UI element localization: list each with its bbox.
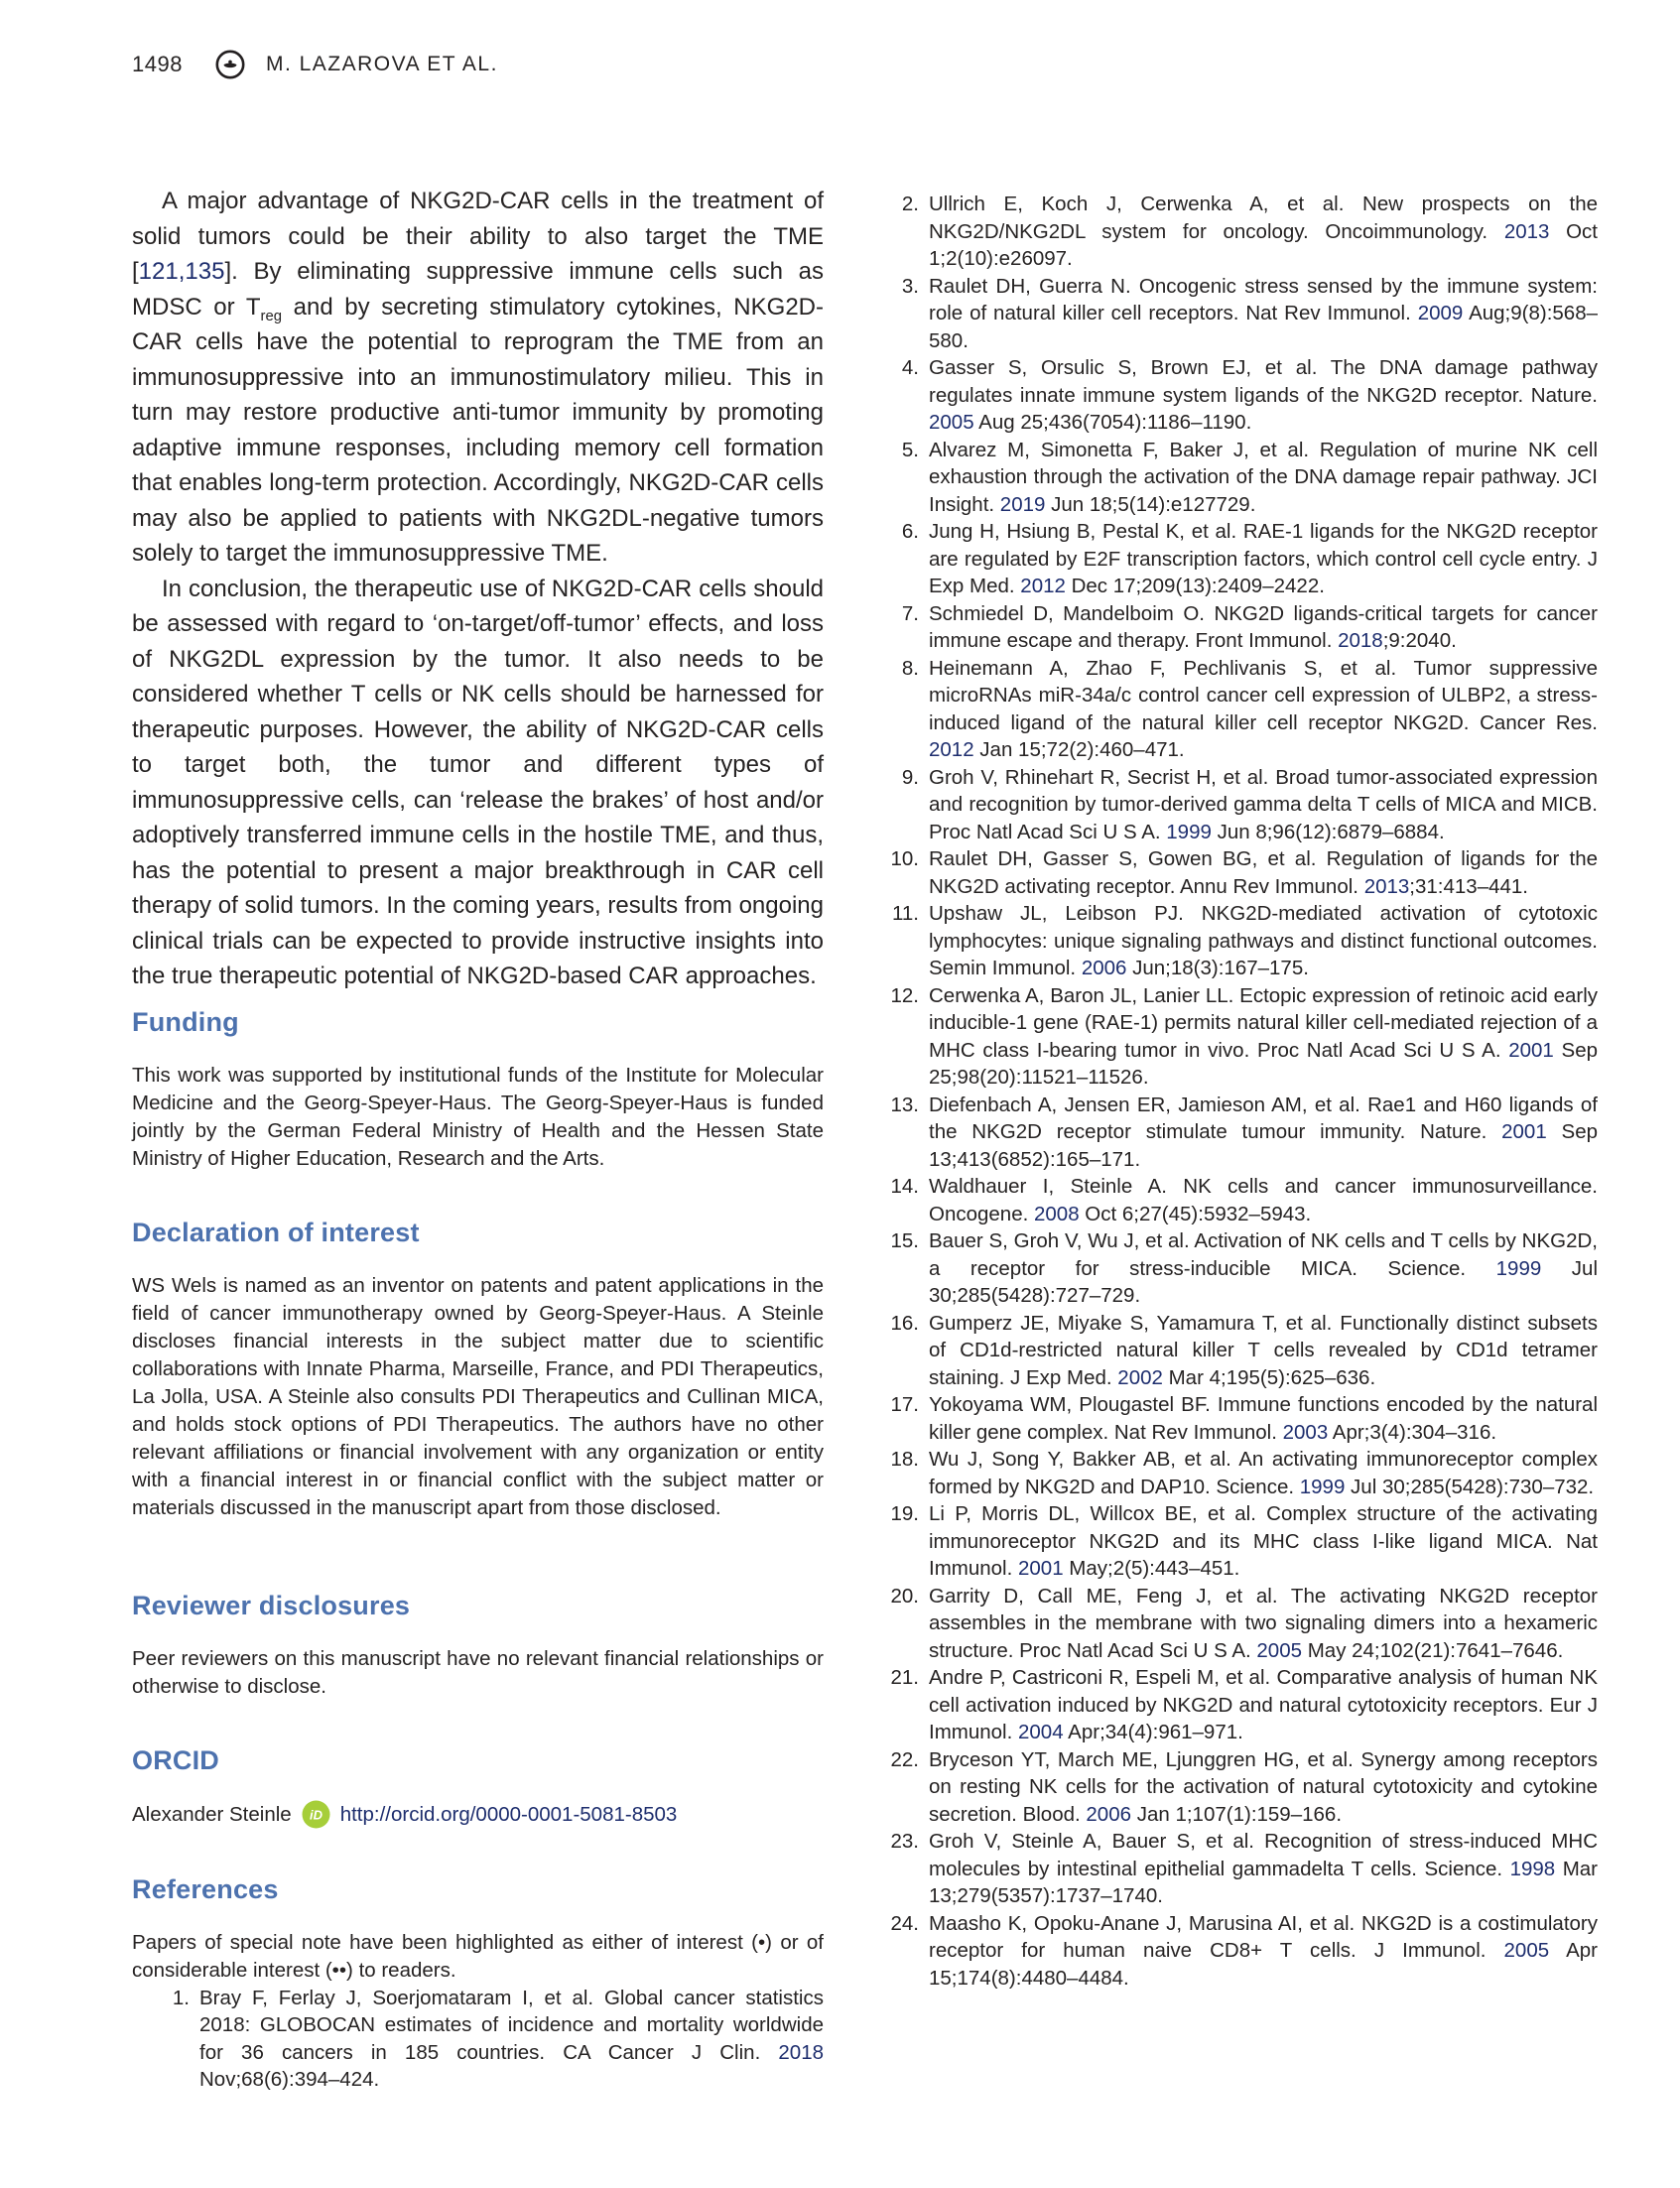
text-run: Ullrich E, Koch J, Cerwenka A, et al. New prospects on the NKG2D/NKG2DL system for oncology. Oncoimmunology. (929, 193, 1598, 243)
text-run: Bray F, Ferlay J, Soerjomataram I, et al. Global cancer statistics 2018: GLOBOCAN estimates of incidence and mortality worldwide for 36 cancers in 185 countries. CA Cancer J Clin. (199, 1986, 824, 2064)
reference-text (929, 520, 1598, 597)
references-heading: References (132, 1873, 279, 1904)
references-note: Papers of special note have been highlighted as either of interest (•) or of considerable interest (••) to readers. (132, 1930, 824, 1982)
text-run: Nov;68(6):394–424. (199, 2068, 380, 2091)
reference-item (883, 982, 1598, 1092)
citation-year-link[interactable]: 2013 (1363, 874, 1410, 898)
citation-year-link[interactable]: 2009 (1417, 302, 1464, 324)
reference-text (929, 1393, 1598, 1444)
citation-year-link[interactable]: 1999 (1166, 820, 1212, 843)
text-run: May 24;102(21):7641–7646. (1302, 1638, 1564, 1662)
reference-item (883, 1664, 1598, 1746)
citation-year-link[interactable]: 2001 (1508, 1038, 1554, 1062)
text-run: A major advantage of NKG2D-CAR cells in the treatment of solid tumors could be their ability to also target the TME [ (132, 188, 824, 285)
text-run: Aug 25;436(7054):1186–1190. (973, 411, 1252, 434)
reference-number: 22. (890, 1747, 919, 1771)
citation-year-link[interactable]: 2004 (1018, 1721, 1064, 1743)
reference-number: 2. (901, 193, 919, 215)
reference-number: 23. (890, 1830, 919, 1853)
funding-text: This work was supported by institutional funds of the Institute for Molecular Medicine and the Georg-Speyer-Haus. The Georg-Speyer-Haus is funded jointly by the German Federal Ministry of Health and the Hessen State Ministry of Higher Education, Research and the Arts. (132, 1063, 824, 1170)
text-run: Jun 18;5(14):e127729. (1045, 492, 1256, 516)
text-run: Raulet DH, Guerra N. Oncogenic stress sensed by the immune system: role of natural killer cell receptors. Nat Rev Immunol. (929, 274, 1598, 324)
reference-text (929, 1585, 1598, 1662)
text-run: Aug;9(8):568–580. (929, 302, 1598, 352)
reference-number: 18. (890, 1448, 919, 1471)
reference-text (929, 1312, 1598, 1389)
reference-number: 19. (890, 1502, 919, 1525)
reference-number: 6. (901, 520, 919, 543)
reference-text (929, 1229, 1598, 1307)
reference-text (929, 1448, 1598, 1498)
citation-year-link[interactable]: 2005 (1256, 1638, 1303, 1662)
text-run: Jung H, Hsiung B, Pestal K, et al. RAE-1 ligands for the NKG2D receptor are regulated by E2F transcription factors, which control cell cycle entry. J Exp Med. (929, 520, 1598, 597)
reference-item (883, 518, 1598, 600)
reference-text (929, 1830, 1598, 1907)
citation-year-link[interactable]: 2008 (1034, 1202, 1080, 1225)
citation-year-link[interactable]: 1999 (1299, 1475, 1346, 1498)
text-run: Sep 13;413(6852):165–171. (929, 1120, 1599, 1171)
text-run: Alvarez M, Simonetta F, Baker J, et al. Regulation of murine NK cell exhaustion through the activation of the DNA damage repair pathway. JCI Insight. (929, 438, 1598, 516)
orcid-id-icon[interactable] (302, 1800, 330, 1829)
reference-number: 13. (890, 1093, 919, 1116)
reference-text (929, 275, 1598, 352)
text-run: Groh V, Rhinehart R, Secrist H, et al. Broad tumor-associated expression and recognition by tumor-derived gamma delta T cells of MICA and MICB. Proc Natl Acad Sci U S A. (929, 765, 1598, 843)
reference-text (199, 1987, 824, 2092)
reference-text (929, 847, 1598, 898)
citation-year-link[interactable]: 2001 (1501, 1120, 1547, 1143)
text-run: In conclusion, the therapeutic use of NKG2D-CAR cells should be assessed with regard to ‘on-target/off-tumor’ effects, and loss of NKG2DL expression by the tumor. It also needs to be considered whether T cells or NK cells should be harnessed for therapeutic purposes. However, the ability of NKG2D-CAR cells to target both, the tumor and different types of immunosuppressive cells, can ‘release the brakes’ of host and/or adoptively transferred immune cells in the hostile TME, and thus, has the potential to present a major breakthrough in CAR cell therapy of solid tumors. In the coming years, results from ongoing clinical trials can be expected to provide instructive insights into the true therapeutic potential of NKG2D-based CAR approaches. (132, 575, 824, 989)
citation-year-link[interactable]: 2019 (999, 492, 1046, 516)
reference-item (883, 1227, 1598, 1310)
text-run: Upshaw JL, Leibson PJ. NKG2D-mediated activation of cytotoxic lymphocytes: unique signaling pathways and distinct functional outcomes. Semin Immunol. (929, 902, 1598, 979)
left-column (132, 184, 824, 2094)
citation-year-link[interactable]: 1999 (1495, 1256, 1542, 1280)
reference-text (929, 602, 1598, 653)
citation-year-link[interactable]: 2018 (778, 2040, 824, 2064)
citation-year-link[interactable]: 2018 (1338, 629, 1383, 652)
text-run: Jul 30;285(5428):727–729. (929, 1256, 1598, 1307)
citation-year-link[interactable]: 2003 (1282, 1420, 1329, 1444)
text-run: Dec 17;209(13):2409–2422. (1065, 575, 1325, 597)
reference-item (883, 600, 1598, 655)
citation-year-link[interactable]: 2005 (1503, 1939, 1550, 1962)
text-run: Bauer S, Groh V, Wu J, et al. Activation of NK cells and T cells by NKG2D, a receptor for stress-inducible MICA. Science. (929, 1229, 1598, 1280)
orcid-author-name: Alexander Steinle (132, 1802, 292, 1826)
page-header (132, 48, 498, 81)
text-run: Yokoyama WM, Plougastel BF. Immune functions encoded by the natural killer gene complex. Nat Rev Immunol. (929, 1393, 1598, 1444)
right-column (883, 184, 1598, 1992)
citation-year-link[interactable]: 2002 (1117, 1365, 1163, 1389)
text-run: Apr;3(4):304–316. (1328, 1420, 1497, 1444)
reference-item (883, 764, 1598, 846)
reference-list-left (132, 1985, 824, 2094)
reference-number: 16. (890, 1311, 919, 1335)
citation-year-link[interactable]: 2012 (929, 738, 974, 761)
text-run: Gumperz JE, Miyake S, Yamamura T, et al. Functionally distinct subsets of CD1d-restricted natural killer T cells revealed by CD1d tetramer staining. J Exp Med. (929, 1311, 1598, 1389)
text-run: ;9:2040. (1382, 629, 1457, 652)
reference-text (929, 1666, 1598, 1743)
citation-year-link[interactable]: 2012 (1020, 575, 1066, 597)
reference-number: 17. (890, 1393, 919, 1416)
orcid-row (132, 1800, 824, 1830)
text-run: Jan 1;107(1):159–166. (1131, 1802, 1343, 1826)
reference-list-right (883, 191, 1598, 1992)
reference-item (883, 900, 1598, 982)
reference-text (929, 1748, 1598, 1826)
text-run: Oct 1;2(10):e26097. (929, 219, 1599, 270)
text-run: and by secreting stimulatory cytokines, NKG2D-CAR cells have the potential to reprogram the TME from an immunosuppressive into an immunostimulatory milieu. This in turn may restore productive anti-tumor immunity by promoting adaptive immune responses, including memory cell formation that enables long-term protection. Accordingly, NKG2D-CAR cells may also be applied to patients with NKG2DL-negative tumors solely to target the immunosuppressive TME. (132, 293, 824, 567)
text-run: Schmiedel D, Mandelboim O. NKG2D ligands-critical targets for cancer immune escape and therapy. Front Immunol. (929, 601, 1598, 652)
citation-year-link[interactable]: 2006 (1081, 957, 1127, 979)
text-run: Apr;34(4):961–971. (1063, 1721, 1243, 1743)
text-run: Bryceson YT, March ME, Ljunggren HG, et al. Synergy among receptors on resting NK cells for the activation of natural cytotoxicity and cytokine secretion. Blood. (929, 1747, 1598, 1826)
citation-year-link[interactable]: 2006 (1086, 1802, 1132, 1826)
reference-item (883, 1583, 1598, 1665)
reference-text (929, 766, 1598, 843)
reference-text (929, 1502, 1598, 1580)
reference-number: 5. (901, 438, 919, 461)
running-head: M. LAZAROVA ET AL. (265, 53, 498, 75)
citation-year-link[interactable]: 2001 (1018, 1557, 1064, 1580)
reference-item (883, 191, 1598, 273)
citation-year-link[interactable]: 2013 (1503, 219, 1550, 243)
reference-item (883, 1173, 1598, 1227)
reference-item (883, 1446, 1598, 1500)
reference-number: 15. (890, 1229, 919, 1252)
reference-text (929, 902, 1598, 979)
reference-number: 10. (890, 847, 919, 870)
subscript-text: reg (260, 308, 282, 324)
text-run: Raulet DH, Gasser S, Gowen BG, et al. Regulation of ligands for the NKG2D activating receptor. Annu Rev Immunol. (929, 847, 1598, 898)
text-run: Diefenbach A, Jensen ER, Jamieson AM, et al. Rae1 and H60 ligands of the NKG2D receptor stimulate tumour immunity. Nature. (929, 1093, 1598, 1143)
reference-item (132, 1985, 824, 2094)
reference-number: 21. (890, 1666, 919, 1689)
body-paragraph-2 (132, 572, 824, 994)
text-run: Mar 13;279(5357):1737–1740. (929, 1857, 1598, 1907)
reference-number: 3. (901, 274, 919, 298)
reviewer-disclosures-text: Peer reviewers on this manuscript have no relevant financial relationships or otherwise to disclose. (132, 1646, 824, 1698)
funding-heading: Funding (132, 1006, 239, 1037)
svg-text:iD: iD (309, 1807, 323, 1823)
taylor-francis-logo-icon (214, 49, 246, 80)
reference-item (883, 1910, 1598, 1993)
text-run: Garrity D, Call ME, Feng J, et al. The activating NKG2D receptor assembles in the membrane with two signaling dimers into a hexameric structure. Proc Natl Acad Sci U S A. (929, 1584, 1598, 1662)
reference-item (883, 273, 1598, 355)
text-run: Jul 30;285(5428):730–732. (1345, 1475, 1595, 1498)
page-number: 1498 (132, 52, 183, 76)
text-run: Andre P, Castriconi R, Espeli M, et al. Comparative analysis of human NK cell activation induced by NKG2D and natural cytotoxicity receptors. Eur J Immunol. (929, 1666, 1598, 1743)
reference-number: 8. (901, 656, 919, 680)
declaration-text: WS Wels is named as an inventor on patents and patent applications in the field of cancer immunotherapy owned by Georg-Speyer-Haus. A Steinle discloses financial interests in the subject matter due to scientific collaborations with Innate Pharma, Marseille, France, and PDI Therapeutics, La Jolla, USA. A Steinle also consults PDI Therapeutics and Cullinan MICA, and holds stock options of PDI Therapeutics. The authors have no other relevant affiliations or financial involvement with any organization or entity with a financial interest in or financial conflict with the subject matter or materials discussed in the manuscript apart from those disclosed. (132, 1273, 824, 1519)
reference-item (883, 1828, 1598, 1910)
text-run: May;2(5):443–451. (1063, 1557, 1240, 1580)
reference-item (883, 655, 1598, 764)
text-run: Wu J, Song Y, Bakker AB, et al. An activating immunoreceptor complex formed by NKG2D and DAP10. Science. (929, 1448, 1598, 1498)
reference-item (883, 1092, 1598, 1174)
reference-text (929, 1094, 1598, 1171)
reference-number: 20. (890, 1584, 919, 1608)
reviewer-disclosures-heading: Reviewer disclosures (132, 1590, 411, 1620)
text-run: Li P, Morris DL, Willcox BE, et al. Complex structure of the activating immunoreceptor NKG2D and its MHC class I-like ligand MICA. Nat Immunol. (929, 1502, 1598, 1580)
text-run: Oct 6;27(45):5932–5943. (1079, 1202, 1312, 1225)
orcid-heading: ORCID (132, 1744, 219, 1775)
reference-item (883, 354, 1598, 437)
reference-text (929, 657, 1598, 762)
text-run: Jan 15;72(2):460–471. (973, 738, 1185, 761)
reference-number: 14. (890, 1175, 919, 1198)
page-body (132, 184, 1598, 2094)
reference-item (883, 1746, 1598, 1829)
reference-number: 24. (890, 1911, 919, 1935)
reference-number: 1. (172, 1986, 190, 2009)
reference-item (883, 1391, 1598, 1446)
declaration-heading: Declaration of interest (132, 1217, 420, 1247)
reference-item (883, 1500, 1598, 1583)
text-run: Jun;18(3):167–175. (1126, 957, 1309, 979)
reference-number: 9. (901, 765, 919, 789)
reference-text (929, 984, 1598, 1090)
citation-year-link[interactable]: 2005 (929, 411, 974, 434)
reference-item (883, 1310, 1598, 1392)
body-paragraph-1 (132, 184, 824, 572)
text-run: Jun 8;96(12):6879–6884. (1211, 820, 1445, 843)
reference-text (929, 1912, 1598, 1990)
text-run: Maasho K, Opoku-Anane J, Marusina AI, et al. NKG2D is a costimulatory receptor for human naive CD8+ T cells. J Immunol. (929, 1911, 1598, 1962)
reference-item (883, 845, 1598, 900)
citation-year-link[interactable]: 1998 (1509, 1857, 1556, 1880)
reference-number: 4. (901, 356, 919, 379)
text-run: ;31:413–441. (1409, 874, 1528, 898)
text-run: ]. By eliminating suppressive immune cells such as MDSC or T (132, 258, 824, 321)
text-run: Heinemann A, Zhao F, Pechlivanis S, et al. Tumor suppressive microRNAs miR-34a/c control cancer cell expression of ULBP2, a stress-induced ligand of the natural killer cell receptor NKG2D. Cancer Res. (929, 656, 1598, 734)
text-run: Apr 15;174(8):4480–4484. (929, 1939, 1598, 1990)
orcid-url-link[interactable]: http://orcid.org/0000-0001-5081-8503 (339, 1802, 678, 1826)
reference-number: 7. (901, 601, 919, 625)
reference-text (929, 1175, 1598, 1225)
reference-number: 11. (892, 902, 919, 925)
reference-text (929, 439, 1598, 516)
reference-item (883, 437, 1598, 519)
text-run: Waldhauer I, Steinle A. NK cells and cancer immunosurveillance. Oncogene. (929, 1175, 1598, 1225)
text-run: Cerwenka A, Baron JL, Lanier LL. Ectopic expression of retinoic acid early inducible-1 gene (RAE-1) permits natural killer cell-mediated rejection of a MHC class I-bearing tumor in vivo. Proc Natl Acad Sci U S A. (929, 983, 1598, 1062)
text-run: Sep 25;98(20):11521–11526. (929, 1038, 1598, 1089)
reference-text (929, 356, 1598, 434)
reference-number: 12. (890, 983, 919, 1007)
citation-year-link[interactable]: 121,135 (138, 258, 225, 285)
text-run: Groh V, Steinle A, Bauer S, et al. Recognition of stress-induced MHC molecules by intestinal epithelial gammadelta T cells. Science. (929, 1830, 1598, 1880)
reference-text (929, 193, 1598, 270)
text-run: Gasser S, Orsulic S, Brown EJ, et al. The DNA damage pathway regulates innate immune system ligands of the NKG2D receptor. Nature. (929, 356, 1598, 407)
text-run: Mar 4;195(5):625–636. (1162, 1365, 1376, 1389)
